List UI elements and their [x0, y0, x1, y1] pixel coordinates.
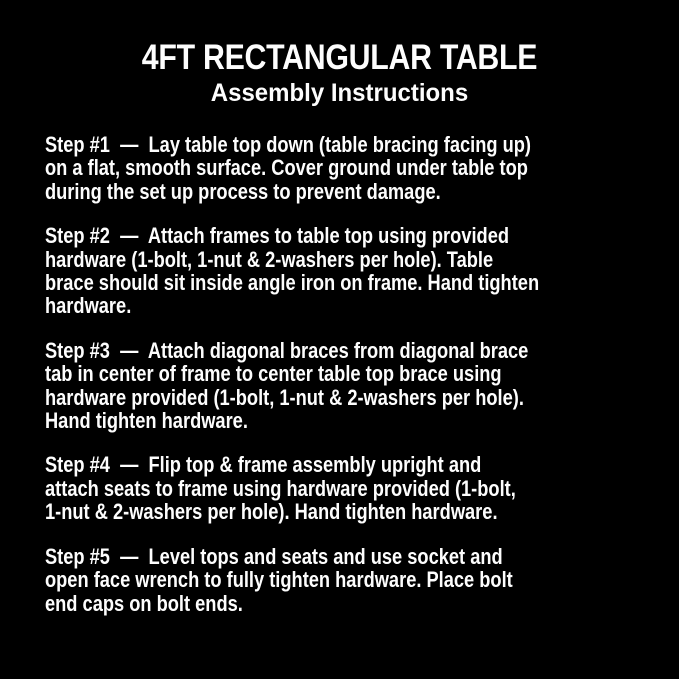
step-3-line-4: Hand tighten hardware.	[45, 408, 248, 434]
page-subtitle: Assembly Instructions	[210, 79, 469, 107]
step-5-line-1: Step #5 — Level tops and seats and use socket and	[45, 543, 503, 569]
step-4-line-1: Step #4 — Flip top & frame assembly upright and	[45, 452, 482, 478]
step-1-line-3: during the set up process to prevent damage.	[45, 178, 441, 204]
step-2-line-3: brace should sit inside angle iron on frame. Hand tighten	[45, 270, 540, 296]
step-1-line-2: on a flat, smooth surface. Cover ground under table top	[45, 155, 528, 181]
page-title: 4FT RECTANGULAR TABLE	[141, 38, 538, 77]
step-5-line-3: end caps on bolt ends.	[45, 590, 243, 616]
steps-list	[45, 133, 555, 615]
step-2-line-4: hardware.	[45, 293, 132, 319]
step-1-line-1: Step #1 — Lay table top down (table bracing facing up)	[45, 132, 531, 157]
step-3-line-2: tab in center of frame to center table top brace using	[45, 361, 502, 387]
step-1	[45, 133, 555, 203]
step-3-line-3: hardware provided (1-bolt, 1-nut & 2-washers per hole).	[45, 384, 524, 410]
step-5	[45, 545, 555, 615]
step-2	[45, 224, 555, 318]
step-3	[45, 339, 555, 433]
step-4-line-3: 1-nut & 2-washers per hole). Hand tighten hardware.	[45, 499, 498, 525]
step-3-line-1: Step #3 — Attach diagonal braces from diagonal brace	[45, 337, 529, 363]
step-2-line-2: hardware (1-bolt, 1-nut & 2-washers per hole). Table	[45, 246, 494, 272]
step-4-line-2: attach seats to frame using hardware provided (1-bolt,	[45, 475, 516, 501]
step-2-line-1: Step #2 — Attach frames to table top using provided	[45, 223, 510, 249]
step-5-line-2: open face wrench to fully tighten hardware. Place bolt	[45, 567, 513, 593]
step-4	[45, 453, 555, 523]
